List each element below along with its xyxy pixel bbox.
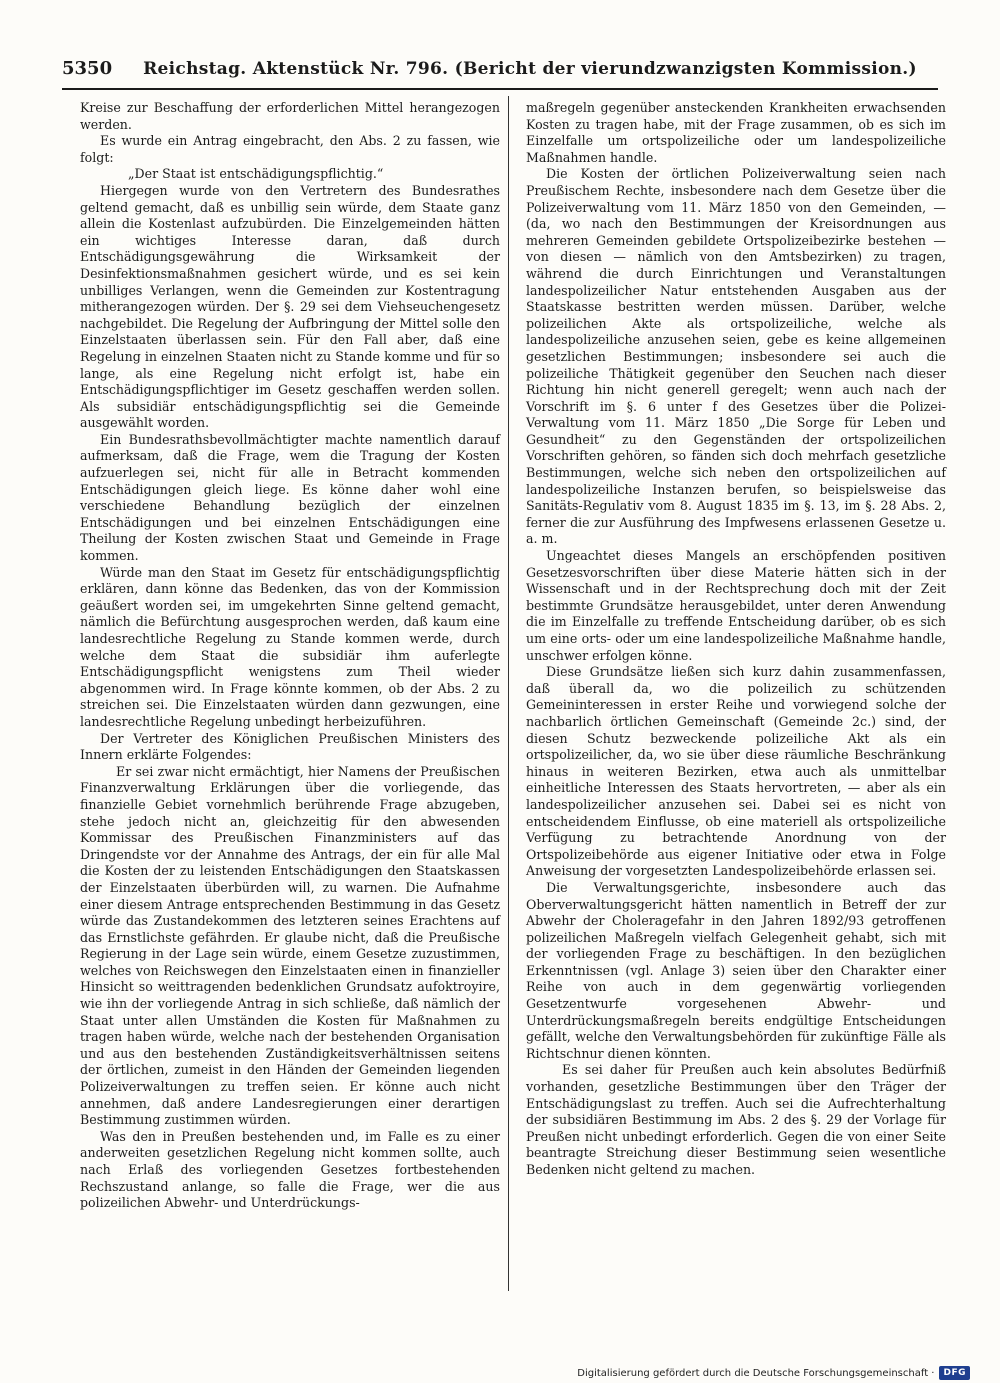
paragraph: Diese Grundsätze ließen sich kurz dahin zusammenfassen, daß überall da, wo die polizeilich zu schützenden Gemeininteressen in erster Reihe und vorwiegend solche der nachbarlich örtlichen Gemeinschaft (Gemeinde 2c.) sind, der diesen Schutz bezweckende polizeiliche Akt als ein ortspolizeilicher, da, wo sie über diese räumliche Beschränkung hinaus in weiteren Bezirken, etwa auch als unmittelbar einheitliche Interessen des Staats hervortreten, — aber als ein landespolizeilicher anzusehen sei. Dabei sei es nicht von entscheidendem Einflusse, ob eine materiell als ortspolizeiliche Verfügung zu betrachtende Anordnung von der Ortspolizeibehörde aus eigener Initiative oder etwa in Folge Anweisung der vorgesetzten Landespolizeibehörde erlassen sei. [526,664,946,879]
paragraph: Würde man den Staat im Gesetz für entschädigungspflichtig erklären, dann könne das Bedenken, das von der Kommission geäußert worden sei, im umgekehrten Sinne geltend gemacht, nämlich die Befürchtung ausgesprochen werden, daß kaum eine landesrechtliche Regelung zu Stande kommen werde, durch welche dem Staat die subsidiär ihm auferlegte Entschädigungspflicht wenigstens zum Theil wieder abgenommen wird. In Frage könnte kommen, ob der Abs. 2 zu streichen sei. Die Einzelstaaten würden dann gezwungen, eine landesrechtliche Regelung unbedingt herbeizuführen. [80,564,500,729]
paragraph: Der Vertreter des Königlichen Preußischen Ministers des Innern erklärte Folgendes: [80,730,500,763]
dfg-logo: DFG [939,1366,970,1380]
paragraph: Ungeachtet dieses Mangels an erschöpfenden positiven Gesetzesvorschriften über diese Materie hätten sich in der Wissenschaft und in der Rechtsprechung doch mit der Zeit bestimmte Grundsätze herausgebildet, unter deren Anwendung die im Einzelfalle zu treffende Entscheidung darüber, ob es sich um eine orts- oder um eine landespolizeiliche Maßnahme handle, unschwer erfolgen könne. [526,548,946,663]
column-divider [508,96,509,1291]
paragraph: Ein Bundesrathsbevollmächtigter machte namentlich darauf aufmerksam, daß die Frage, wem die Tragung der Kosten aufzuerlegen sei, nicht für alle in Betracht kommenden Entschädigungen gleich liege. Es könne daher wohl eine verschiedene Behandlung bezüglich der einzelnen Entschädigungen und bei einzelnen Entschädigungen eine Theilung der Kosten zwischen Staat und Gemeinde in Frage kommen. [80,431,500,564]
page-number: 5350 [62,58,113,79]
paragraph: maßregeln gegenüber ansteckenden Krankheiten erwachsenden Kosten zu tragen habe, mit der Frage zusammen, ob es sich im Einzelfalle um ortspolizeiliche oder um landespolizeiliche Maßnahmen handle. [526,100,946,165]
paragraph: Hiergegen wurde von den Vertretern des Bundesrathes geltend gemacht, daß es unbillig sein würde, dem Staate ganz allein die Kostenlast aufzubürden. Die Einzelgemeinden hätten ein wichtiges Interesse daran, daß durch Entschädigungsgewährung die Wirksamkeit der Desinfektionsmaßnahmen gesichert würde, und es sei kein unbilliges Verlangen, wenn die Gemeinden zur Kostentragung mitherangezogen würden. Der §. 29 sei dem Viehseuchengesetz nachgebildet. Die Regelung der Aufbringung der Mittel solle den Einzelstaaten überlassen sein. Für den Fall aber, daß eine Regelung in einzelnen Staaten nicht zu Stande komme und für so lange, als eine Regelung nicht erfolgt ist, habe ein Entschädigungspflichtiger im Gesetz geschaffen werden sollen. Als subsidiär entschädigungspflichtig sei die Gemeinde ausgewählt worden. [80,182,500,431]
right-column [526,100,946,1179]
paragraph: Die Verwaltungsgerichte, insbesondere auch das Oberverwaltungsgericht hätten namentlich in Betreff der zur Abwehr der Choleragefahr in den Jahren 1892/93 getroffenen polizeilichen Maßregeln vielfach Gelegenheit gehabt, sich mit der vorliegenden Frage zu beschäftigen. In den bezüglichen Erkenntnissen (vgl. Anlage 3) seien über den Charakter einer Reihe von auch in dem gegenwärtig vorliegenden Gesetzentwurfe vorgesehenen Abwehr- und Unterdrückungsmaßregeln bereits endgültige Entscheidungen gefällt, welche den Verwaltungsbehörden für zukünftige Fälle als Richtschnur dienen könnten. [526,879,946,1061]
left-column [80,100,500,1212]
paragraph: Was den in Preußen bestehenden und, im Falle es zu einer anderweiten gesetzlichen Regelung nicht kommen sollte, auch nach Erlaß des vorliegenden Gesetzes fortbestehenden Rechszustand anlange, so falle die Frage, wer die aus polizeilichen Abwehr- und Unterdrückungs- [80,1128,500,1211]
footer [577,1366,970,1380]
paragraph: Kreise zur Beschaffung der erforderlichen Mittel herangezogen werden. [80,100,500,132]
paragraph: Es sei daher für Preußen auch kein absolutes Bedürfniß vorhanden, gesetzliche Bestimmungen über den Träger der Entschädigungslast zu treffen. Auch sei die Aufrechterhaltung der subsidiären Bestimmung im Abs. 2 des §. 29 der Vorlage für Preußen nicht unbedingt erforderlich. Gegen die von einer Seite beantragte Streichung dieser Bestimmung seien wesentliche Bedenken nicht geltend zu machen. [526,1062,946,1177]
header-title: Reichstag. Aktenstück Nr. 796. (Bericht der vierundzwanzigsten Kommission.) [143,59,917,79]
paragraph: Es wurde ein Antrag eingebracht, den Abs. 2 zu fassen, wie folgt: [80,133,500,165]
paragraph: Er sei zwar nicht ermächtigt, hier Namens der Preußischen Finanzverwaltung Erklärungen über die vorliegende, das finanzielle Gebiet vornehmlich berührende Frage abzugeben, stehe jedoch nicht an, gleichzeitig für den abwesenden Kommissar des Preußischen Finanzministers auf das Dringendste vor der Annahme des Antrags, der ein für alle Mal die Kosten der zu leistenden Entschädigungen den Staatskassen der Einzelstaaten überbürden will, zu warnen. Die Aufnahme einer diesem Antrage entsprechenden Bestimmung in das Gesetz würde das Zustandekommen des letzteren seines Erachtens auf das Ernstlichste gefährden. Er glaube nicht, daß die Preußische Regierung in der Lage sein würde, einem Gesetze zuzustimmen, welches von Reichswegen den Einzelstaaten einen in finanzieller Hinsicht so weittragenden bedenklichen Grundsatz aufoktroyire, wie ihn der vorliegende Antrag in sich schließe, daß nämlich der Staat unter allen Umständen die Kosten für Maßnahmen zu tragen haben würde, welche nach der bestehenden Organisation und aus den bestehenden Zuständigkeitsverhältnissen seitens der örtlichen, zumeist in den Händen der Gemeinden liegenden Polizeiverwaltungen zu treffen seien. Er könne auch nicht annehmen, daß andere Landesregierungen einer derartigen Bestimmung zustimmen würden. [80,763,500,1128]
paragraph: „Der Staat ist entschädigungspflichtig.“ [128,166,384,182]
footer-credit: Digitalisierung gefördert durch die Deutsche Forschungsgemeinschaft · [577,1367,935,1379]
paragraph: Die Kosten der örtlichen Polizeiverwaltung seien nach Preußischem Rechte, insbesondere nach dem Gesetze über die Polizeiverwaltung vom 11. März 1850 von den Gemeinden, — (da, wo nach den Bestimmungen der Kreisordnungen aus mehreren Gemeinden gebildete Ortspolizeibezirke bestehen — von diesen — nämlich von den Amtsbezirken) zu tragen, während die durch Einrichtungen und Veranstaltungen landespolizeilicher Natur entstehenden Ausgaben aus der Staatskasse bestritten werden müssen. Darüber, welche polizeilichen Akte als ortspolizeiliche, welche als landespolizeiliche anzusehen seien, gebe es keine allgemeinen gesetzlichen Bestimmungen; insbesondere sei auch die polizeiliche Thätigkeit gegenüber den Seuchen nach dieser Richtung hin nicht generell geregelt; wenn auch nach der Vorschrift im §. 6 unter f des Gesetzes über die Polizei-Verwaltung vom 11. März 1850 „Die Sorge für Leben und Gesundheit“ zu den Gegenständen der ortspolizeilichen Vorschriften gehören, so fänden sich doch mehrfach gesetzliche Bestimmungen, welche sich neben den ortspolizeilichen auf landespolizeiliche Instanzen berufen, so beispielsweise das Sanitäts-Regulativ vom 8. August 1835 im §. 13, im §. 28 Abs. 2, ferner die zur Ausführung des Impfwesens erlassenen Gesetze u. a. m. [526,166,946,547]
page-header [62,58,938,90]
